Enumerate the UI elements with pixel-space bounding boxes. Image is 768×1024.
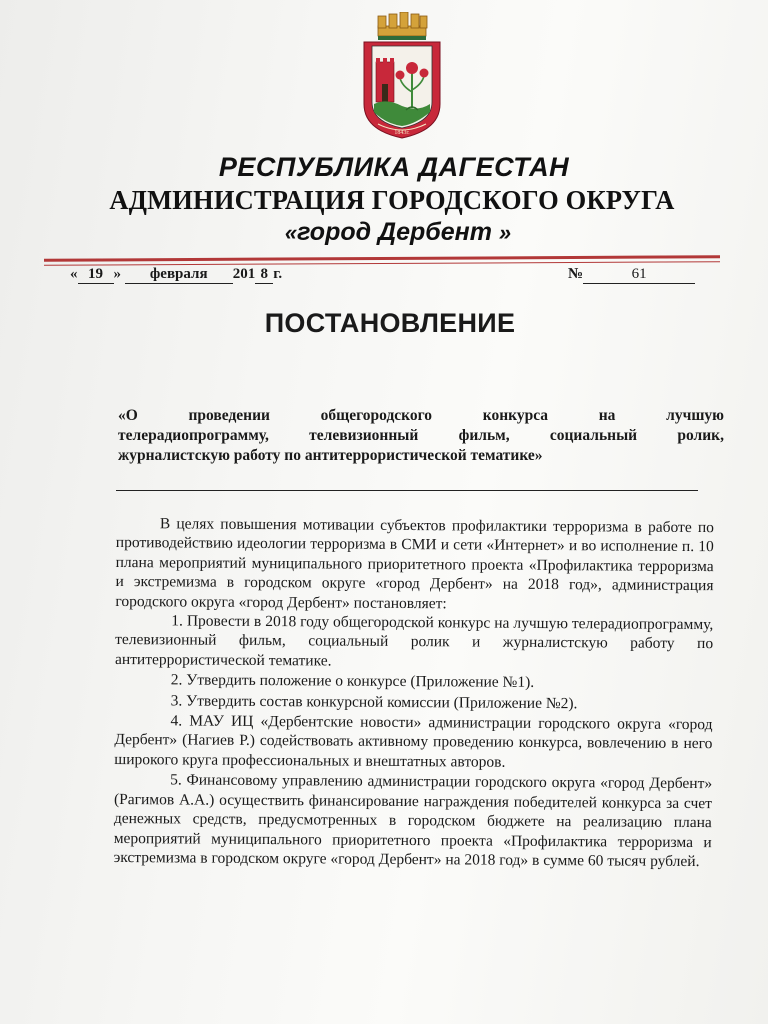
emblem-year-text: 1843г. — [394, 130, 410, 136]
subject-line-2: телерадиопрограмму, телевизионный фильм, социальный ролик, — [118, 427, 724, 444]
date-day: 19 — [78, 266, 114, 284]
body-item-5: 5. Финансовому управлению администрации городского округа «город Дербент» (Рагимов А.А.) осуществить финансирование награждения победителей конкурса за счет денежных средств, предусмотренных в городском бюджете на реализацию плана мероприятий муниципального приоритетного проекта «Профилактика терроризма и экстремизма в городском округе «город Дербент» на 2018 год» в сумме 60 тысяч рублей. — [113, 771, 713, 870]
header-city-name: город Дербент — [297, 218, 492, 246]
date-month: февраля — [125, 266, 233, 284]
document-title: ПОСТАНОВЛЕНИЕ — [264, 308, 516, 338]
body-item-1: 1. Провести в 2018 году общегородской конкурс на лучшую телерадиопрограмму, телевизионный фильм, социальный ролик и журналистскую работу по антитеррористической тематике. — [114, 612, 714, 670]
decree-number — [568, 266, 695, 284]
decree-subject — [118, 406, 724, 466]
subject-line-3: журналистскую работу по антитеррористической тематике» — [118, 447, 543, 464]
header-administration: АДМИНИСТРАЦИЯ ГОРОДСКОГО ОКРУГА — [109, 185, 675, 215]
header-city-open-quote: « — [284, 220, 298, 245]
header-republic: РЕСПУБЛИКА ДАГЕСТАН — [218, 152, 570, 182]
coat-of-arms-emblem — [356, 12, 448, 140]
date-year-suffix: 8 — [255, 266, 273, 284]
date-open-quote: « — [70, 266, 78, 282]
body-item-4: 4. МАУ ИЦ «Дербентские новости» администрации городского округа «город Дербент» (Нагиев Р.) содействовать активному проведению конкурса, вовлечению в него широкого круга профессиональных и внештатных авторов. — [114, 712, 713, 771]
header-city-close-quote: » — [498, 220, 512, 245]
body-item-2: 2. Утвердить положение о конкурсе (Приложение №1). — [170, 671, 535, 692]
subject-underline — [116, 490, 698, 491]
date-year-prefix: 201 — [232, 266, 256, 282]
header-city — [14, 218, 768, 247]
body-item-3: 3. Утвердить состав конкурсной комиссии (Приложение №2). — [170, 692, 578, 712]
date-close-quote: » — [113, 266, 121, 282]
crown-icon — [378, 12, 427, 40]
subject-line-1: «О проведении общегородского конкурса на лучшую — [118, 407, 724, 424]
body-intro-paragraph: В целях повышения мотивации субъектов профилактики терроризма в работе по противодействию идеологии терроризма в СМИ и сети «Интернет» и во исполнение п. 10 плана мероприятий муниципального приоритетного проекта «Профилактика терроризма и экстремизма в городском округе «город Дербент» на 2018 год», администрация городского округа «город Дербент» постановляет: — [115, 515, 714, 612]
number-label: № — [568, 266, 584, 282]
decree-date — [70, 266, 282, 284]
date-year-abbr: г. — [273, 266, 283, 282]
number-value: 61 — [583, 266, 695, 284]
decree-body — [114, 514, 714, 871]
